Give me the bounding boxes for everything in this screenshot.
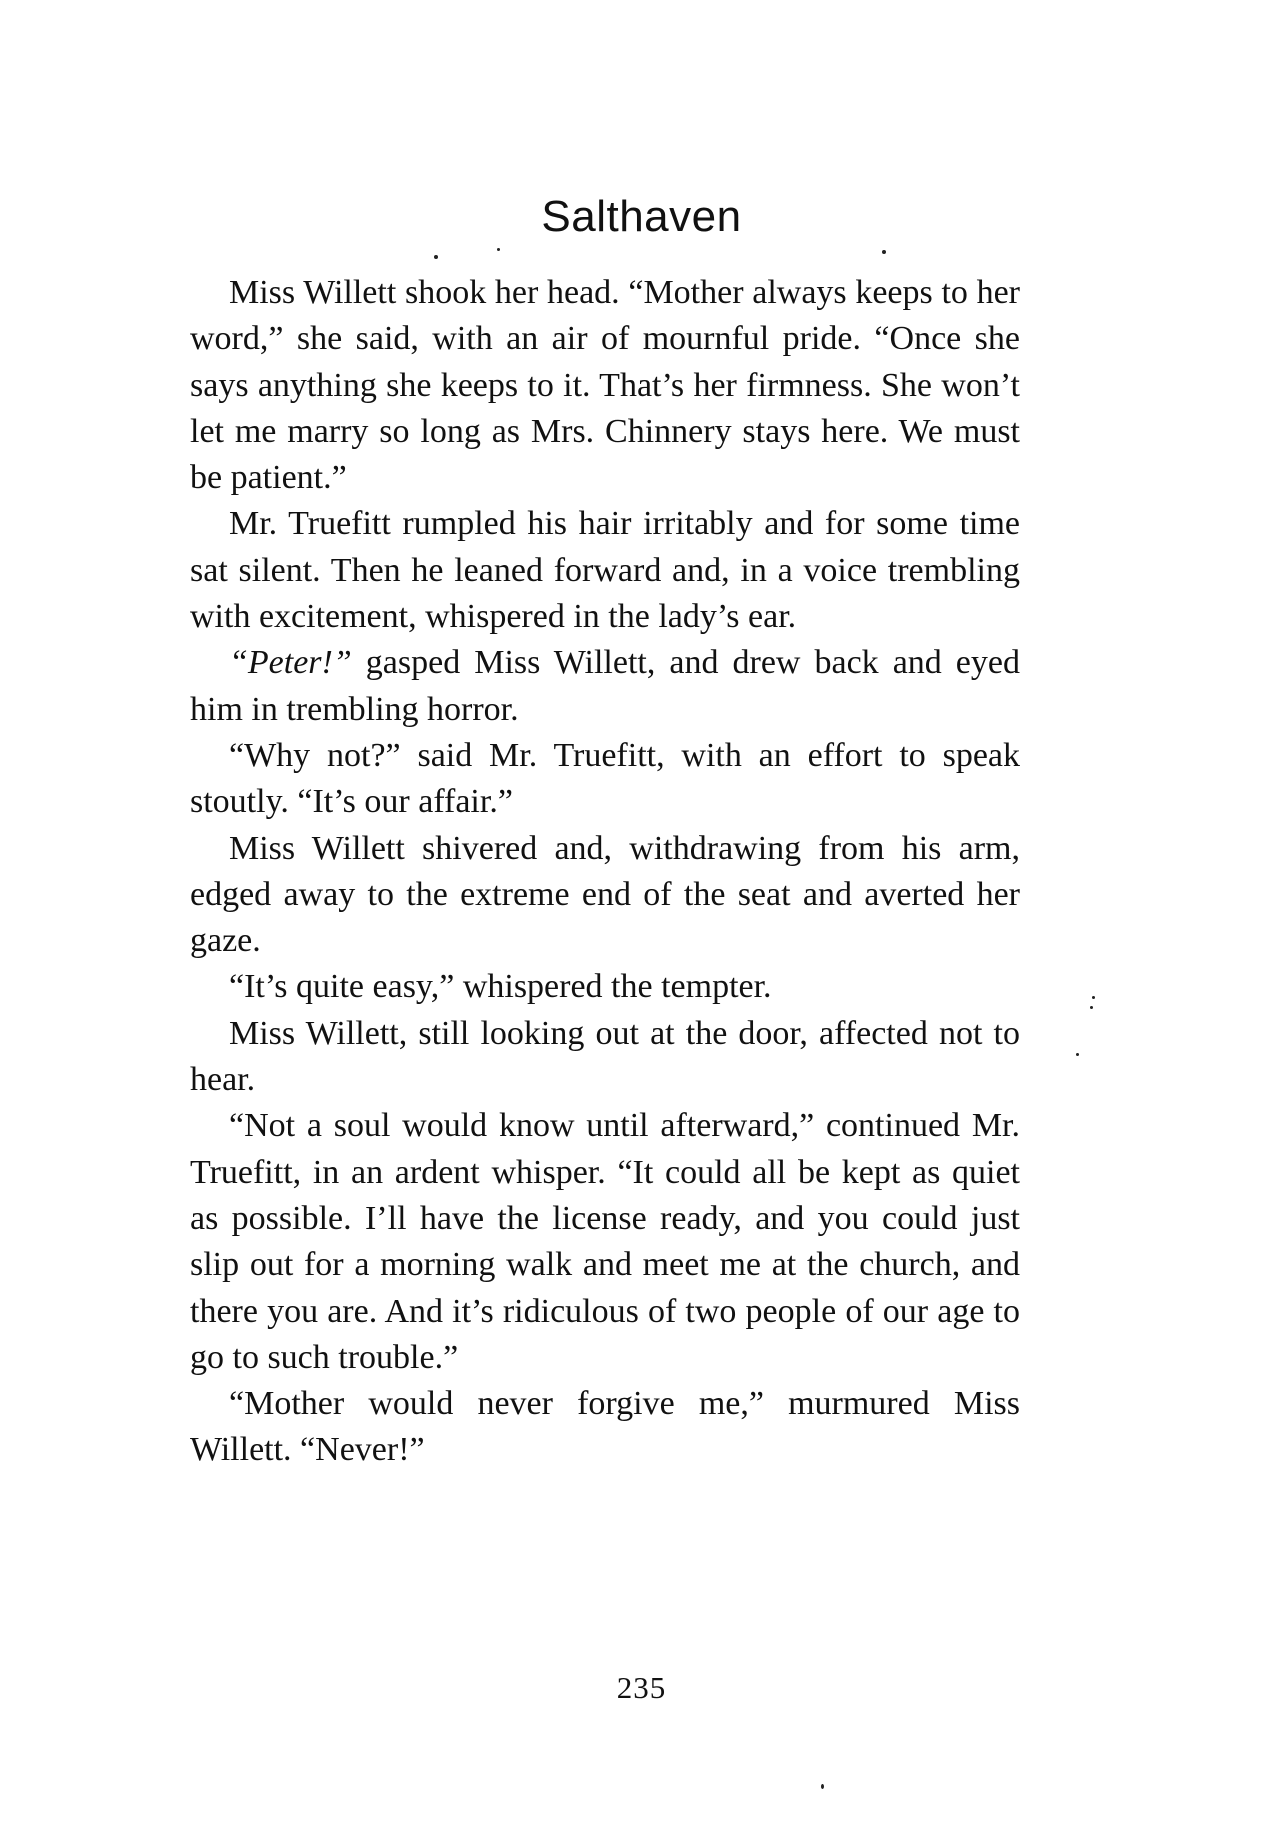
print-speck xyxy=(882,250,886,254)
paragraph-3 xyxy=(190,640,1020,733)
print-speck xyxy=(1092,996,1095,999)
paragraph-text: “Mother would never forgive me,” murmured Miss Willett. “Never!” xyxy=(190,1385,1020,1469)
paragraph-text: Mr. Truefitt rumpled his hair irritably and for some time sat silent. Then he leaned forward and, in a voice trembling with excitement, whispered in the lady’s ear. xyxy=(190,505,1020,636)
paragraph-6 xyxy=(190,964,1020,1010)
body-text xyxy=(190,270,1020,1474)
paragraph-5 xyxy=(190,826,1020,965)
paragraph-9 xyxy=(190,1381,1020,1474)
print-speck xyxy=(497,248,500,251)
paragraph-8 xyxy=(190,1103,1020,1381)
paragraph-text: Miss Willett shivered and, withdrawing from his arm, edged away to the extreme end of the seat and averted her gaze. xyxy=(190,829,1020,960)
paragraph-text: Miss Willett shook her head. “Mother always keeps to her word,” she said, with an air of mournful pride. “Once she says anything she keeps to it. That’s her firmness. She won’t let me marry so long as Mrs. Chinnery stays here. We must be patient.” xyxy=(190,274,1020,497)
page-number: 235 xyxy=(616,1670,667,1705)
paragraph-text: “Why not?” said Mr. Truefitt, with an effort to speak stoutly. “It’s our affair.” xyxy=(190,736,1020,821)
paragraph-text: Miss Willett, still looking out at the door, affected not to hear. xyxy=(190,1014,1020,1099)
paragraph-4 xyxy=(190,733,1020,826)
print-speck xyxy=(821,1784,824,1789)
paragraph-1 xyxy=(190,270,1020,501)
print-speck xyxy=(1076,1053,1079,1056)
print-speck xyxy=(434,255,438,259)
paragraph-text: gasped Miss Willett, and drew back and eyed him in trembling horror. xyxy=(190,644,1020,728)
running-head: Salthaven xyxy=(541,192,742,241)
paragraph-2 xyxy=(190,501,1020,640)
paragraph-7 xyxy=(190,1011,1020,1104)
paragraph-text: “It’s quite easy,” whispered the tempter. xyxy=(229,968,772,1006)
italic-exclamation: “Peter!” xyxy=(229,644,352,682)
print-speck xyxy=(1090,1006,1093,1009)
paragraph-text: “Not a soul would know until afterward,” continued Mr. Truefitt, in an ardent whisper. “It could all be kept as quiet as possible. I’ll have the license ready, and you could just slip out for a morning walk and meet me at the church, and there you are. And it’s ridiculous of two people of our age to go to such trouble.” xyxy=(190,1107,1020,1376)
